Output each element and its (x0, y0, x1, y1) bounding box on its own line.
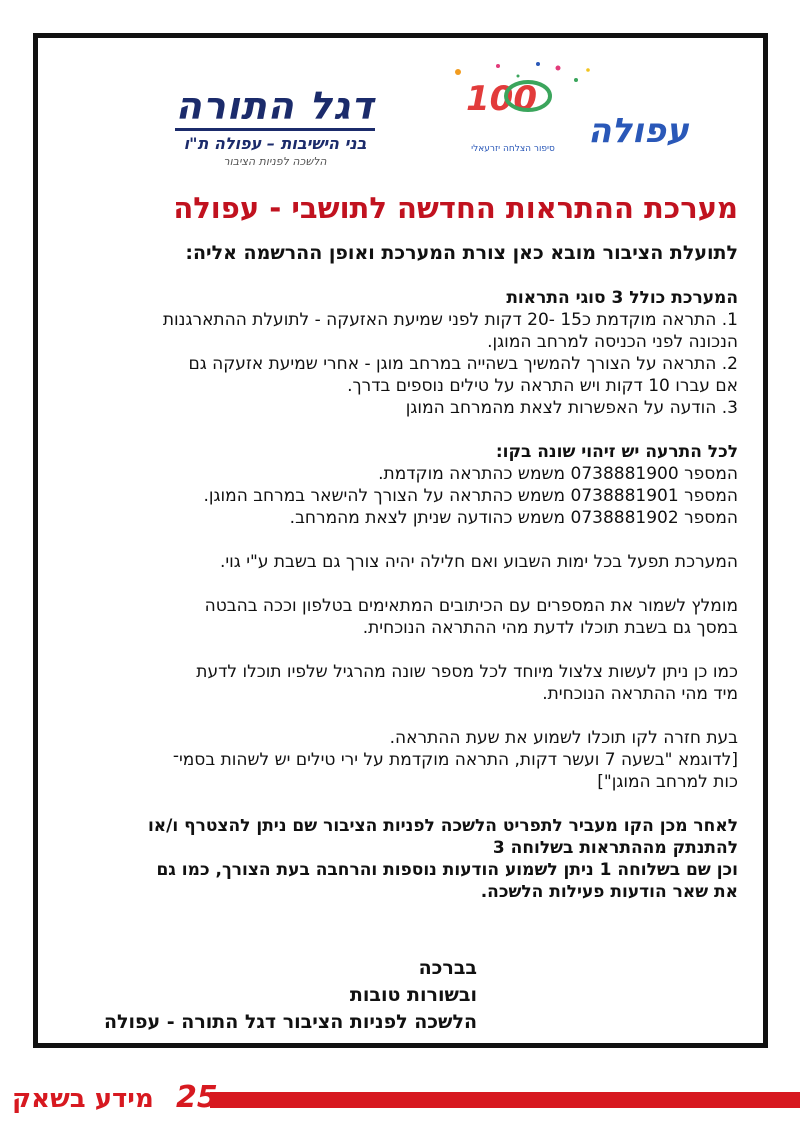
dagal-logo-subtitle-2: הלשכה לפניות הציבור (223, 155, 327, 168)
section2-heading: לכל התרעה יש זיהוי שונה בקו: (495, 442, 738, 462)
footer-red-bar (210, 1092, 800, 1108)
paragraph-callback (58, 727, 738, 793)
paragraph-line: להתנתק מההתראות בשלוחה 3 (492, 838, 738, 858)
magazine-name: מידע בשאק (12, 1084, 154, 1114)
paragraph-line: כות למרחב המוגן"] (597, 772, 738, 792)
page-number: 25 (176, 1080, 218, 1115)
notice-title: מערכת ההתראות החדשה לתושבי - עפולה (173, 191, 738, 225)
afula-logo-number: 100 (466, 79, 537, 119)
section2-line: המספר 0738881901 משמש כהתראה על הצורך להישאר במרחב המוגן. (203, 486, 738, 506)
paragraph-line: המערכת תפעל בכל ימות השבוע ואם חלילה יהיה צורך גם בשבת ע"י גוי. (219, 552, 738, 572)
section1-heading: המערכת כולל 3 סוגי התראות (506, 288, 738, 308)
section1-line: 2. התראה על הצורך להמשיך בשהייה במרחב מוגן - אחרי שמיעת אזעקה גם (188, 354, 738, 374)
paragraph-line: את שאר הודעות פעילות הלשכה. (480, 882, 738, 902)
dagal-logo-subtitle: בני הישיבות – עפולה ת"ו (183, 134, 367, 153)
afula-logo-caption: סיפור הצלחה יזרעאלי (471, 144, 555, 154)
paragraph-line: בעת חזרה לקו תוכלו לשמוע את שעת ההתראה. (389, 728, 738, 748)
paragraph-ringtone (58, 661, 738, 705)
closing-line: ובשורות טובות (349, 984, 477, 1006)
section2-line: המספר 0738881900 משמש כהתראה מוקדמת. (378, 464, 738, 484)
section1-line: אם עברו 10 דקות ויש התראה על טילים נוספים בדרך. (347, 376, 738, 396)
closing-line: הלשכה לפניות הציבור דגל התורה - עפולה (103, 1011, 477, 1033)
section1-text (58, 309, 738, 419)
dagal-logo-name: דגל התורה (175, 84, 375, 128)
paragraph-shabbat (58, 551, 738, 573)
section2-line: המספר 0738881902 משמש כהודעה שניתן לצאת מהמרחב. (289, 508, 738, 528)
section2-text (58, 463, 738, 529)
notice-subtitle: לתועלת הציבור מובא כאן צורת המערכת ואופן ההרשמה אליה: (185, 242, 738, 264)
closing-signature (47, 955, 477, 1036)
paragraph-menu (58, 815, 738, 903)
afula-100-logo (438, 58, 689, 158)
paragraph-line: כמו כן ניתן לעשות צלצול מיוחד לכל מספר שונה מהרגיל שלפיו תוכלו לדעת (196, 662, 738, 682)
paragraph-line: וכן שם בשלוחה 1 ניתן לשמוע הודעות נוספות והרחבה בעת הצורך, כמו גם (156, 860, 738, 880)
afula-logo-name: עפולה (588, 111, 689, 151)
paragraph-line: מיד מהי ההתראה הנוכחית. (542, 684, 738, 704)
paragraph-line: במסך גם בשבת תוכלו לדעת מהי ההתראה הנוכחית. (362, 618, 738, 638)
section1-line: 3. הודעה על האפשרות לצאת מהמרחב המוגן (405, 398, 738, 418)
dagal-hatorah-logo (150, 48, 400, 168)
paragraph-line: לאחר מכן הקו מעביר לתפריט הלשכה לפניות הציבור שם ניתן להצטרף ו/או (147, 816, 738, 836)
closing-line: בברכה (418, 957, 477, 979)
notice-body (58, 287, 738, 903)
dagal-logo-underline (175, 128, 375, 131)
paragraph-save-numbers (58, 595, 738, 639)
paragraph-line: מומלץ לשמור את המספרים עם הכיתובים המתאימים בטלפון וככה בהבטה (204, 596, 738, 616)
page-footer (0, 1080, 800, 1116)
section1-line: הנכונה לפני הכניסה למרחב המוגן. (487, 332, 738, 352)
paragraph-line: [לדוגמא "בשעה 7 ועשר דקות, התראה מוקדמת על ירי טילים יש לשהות בסמי־ (172, 750, 738, 770)
section1-line: 1. התראה מוקדמת כ15 -20 דקות לפני שמיעת האזעקה - לתועלת ההתארגנות (162, 310, 738, 330)
